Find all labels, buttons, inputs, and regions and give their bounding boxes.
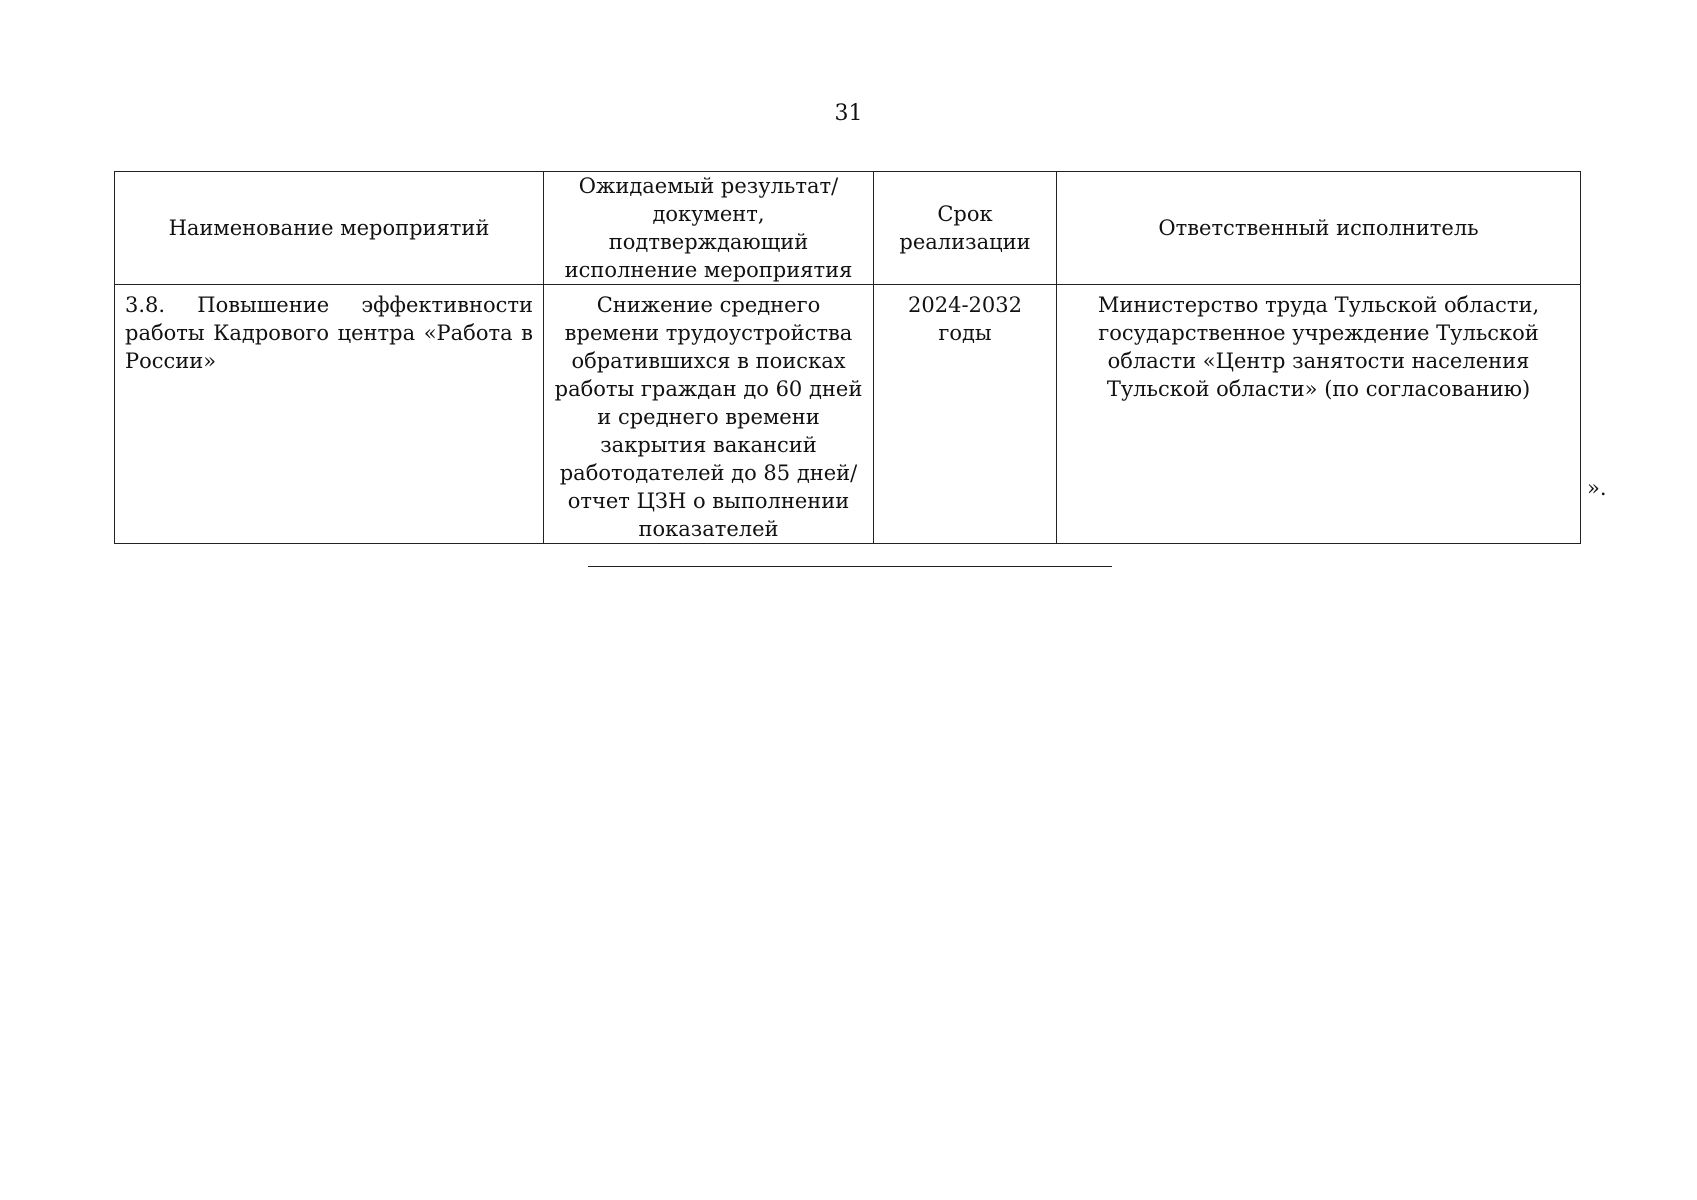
header-implementation-period: Срок реализации (874, 172, 1057, 285)
page-number: 31 (834, 101, 863, 126)
measures-table (114, 171, 1581, 544)
cell-expected-result: Снижение среднего времени трудоустройства обратившихся в поисках работы граждан до 60 дней и среднего времени закрытия вакансий работодателей до 85 дней/отчет ЦЗН о выполнении показателей (544, 285, 874, 544)
end-divider (588, 566, 1112, 567)
cell-measure-name: 3.8. Повышение эффективности работы Кадрового центра «Работа в России» (115, 285, 544, 544)
table-row (115, 285, 1581, 544)
cell-implementation-period: 2024-2032 годы (874, 285, 1057, 544)
header-responsible-executor: Ответственный исполнитель (1057, 172, 1581, 285)
header-expected-result: Ожидаемый результат/ документ, подтверждающий исполнение мероприятия (544, 172, 874, 285)
header-measure-name: Наименование мероприятий (115, 172, 544, 285)
cell-responsible-executor: Министерство труда Тульской области, государственное учреждение Тульской области «Центр занятости населения Тульской области» (по согласованию) (1057, 285, 1581, 544)
closing-quote: ». (1587, 476, 1607, 500)
table-header-row (115, 172, 1581, 285)
